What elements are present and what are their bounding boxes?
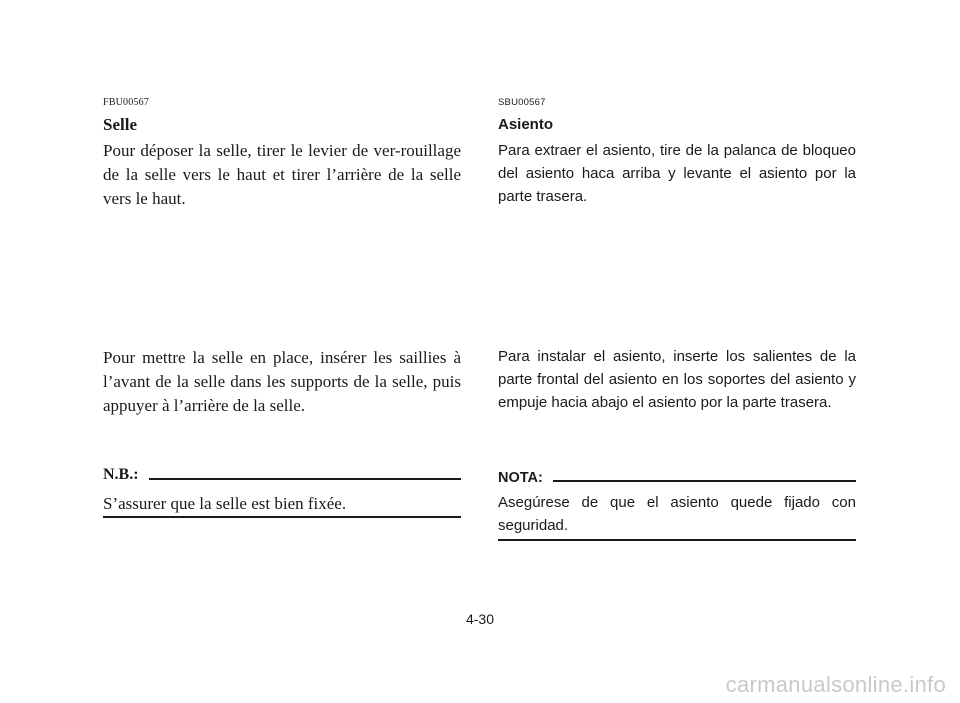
section-code: SBU00567 (498, 97, 546, 108)
note-label: NOTA: (498, 470, 543, 486)
paragraph-removal: Para extraer el asiento, tire de la palanca de bloqueo del asiento haca arriba y levante el asiento por la parte trasera. (498, 142, 856, 205)
note-rule (149, 478, 461, 480)
paragraph-removal: Pour déposer la selle, tirer le levier de ver-rouillage de la selle vers le haut et tirer l’arrière de la selle vers le haut. (103, 141, 461, 208)
section-code: FBU00567 (103, 97, 150, 108)
note-bottom-rule (103, 516, 461, 518)
note-rule (553, 480, 856, 482)
watermark: carmanualsonline.info (725, 672, 946, 697)
note-text: S’assurer que la selle est bien fixée. (103, 494, 347, 513)
note-bottom-rule (498, 539, 856, 541)
note-header (103, 466, 461, 484)
paragraph-installation: Pour mettre la selle en place, insérer les saillies à l’avant de la selle dans les supports de la selle, puis appuyer à l’arrière de la selle. (103, 348, 461, 415)
section-title: Asiento (498, 116, 554, 133)
section-title: Selle (103, 115, 137, 134)
note-label: N.B.: (103, 466, 139, 483)
page-number: 4-30 (465, 611, 495, 627)
note-header (498, 470, 856, 486)
note-text: Asegúrese de que el asiento quede fijado con seguridad. (498, 494, 856, 534)
paragraph-installation: Para instalar el asiento, inserte los salientes de la parte frontal del asiento en los soportes del asiento y empuje hacia abajo el asiento por la parte trasera. (498, 348, 856, 411)
